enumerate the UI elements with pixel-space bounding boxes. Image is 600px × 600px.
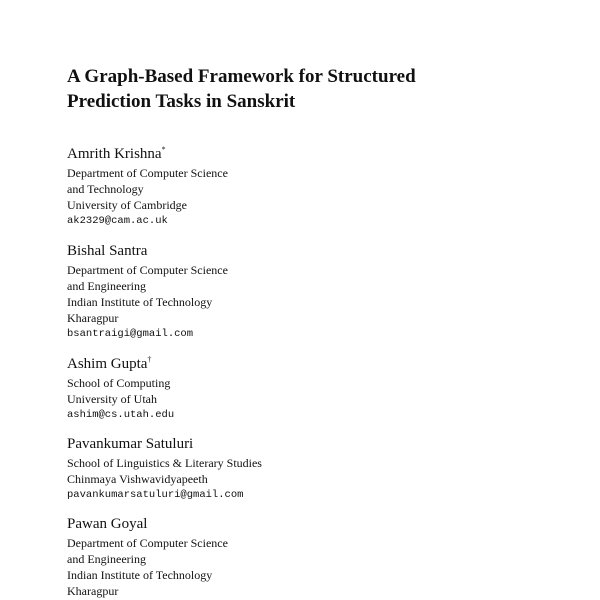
author-block-krishna xyxy=(67,145,487,229)
title-line-2: Prediction Tasks in Sanskrit xyxy=(67,91,296,112)
paper-title xyxy=(67,64,547,114)
author-name: Pavankumar Satuluri xyxy=(67,436,194,452)
author-email: bsantraigi@gmail.com xyxy=(67,328,194,340)
affiliation-line: and Technology xyxy=(67,182,144,196)
author-footnote-mark: † xyxy=(147,355,152,364)
affiliation-line: University of Utah xyxy=(67,392,157,406)
affiliation-line: Indian Institute of Technology xyxy=(67,568,213,582)
affiliation-line: Kharagpur xyxy=(67,311,119,325)
author-footnote-mark: * xyxy=(161,145,166,154)
title-line-1: A Graph-Based Framework for Structured xyxy=(67,66,416,87)
author-block-santra xyxy=(67,242,487,342)
author-name: Bishal Santra xyxy=(67,243,148,259)
affiliation-line: Chinmaya Vishwavidyapeeth xyxy=(67,472,208,486)
author-name: Amrith Krishna* xyxy=(67,145,166,162)
affiliation-line: Department of Computer Science xyxy=(67,263,228,277)
author-block-satuluri xyxy=(67,435,487,503)
affiliation-line: Department of Computer Science xyxy=(67,166,228,180)
author-email: ashim@cs.utah.edu xyxy=(67,409,175,421)
affiliation-line: University of Cambridge xyxy=(67,198,187,212)
affiliation-line: and Engineering xyxy=(67,552,146,566)
affiliation-line: Indian Institute of Technology xyxy=(67,295,213,309)
author-email: pavankumarsatuluri@gmail.com xyxy=(67,489,244,501)
affiliation-line: Kharagpur xyxy=(67,584,119,598)
author-block-goyal xyxy=(67,515,487,599)
affiliation-line: School of Linguistics & Literary Studies xyxy=(67,456,262,470)
affiliation-line: Department of Computer Science xyxy=(67,536,228,550)
author-name: Pawan Goyal xyxy=(67,516,148,532)
author-email: ak2329@cam.ac.uk xyxy=(67,215,168,227)
affiliation-line: School of Computing xyxy=(67,376,171,390)
affiliation-line: and Engineering xyxy=(67,279,146,293)
author-name: Ashim Gupta† xyxy=(67,355,152,372)
author-block-gupta xyxy=(67,355,487,423)
